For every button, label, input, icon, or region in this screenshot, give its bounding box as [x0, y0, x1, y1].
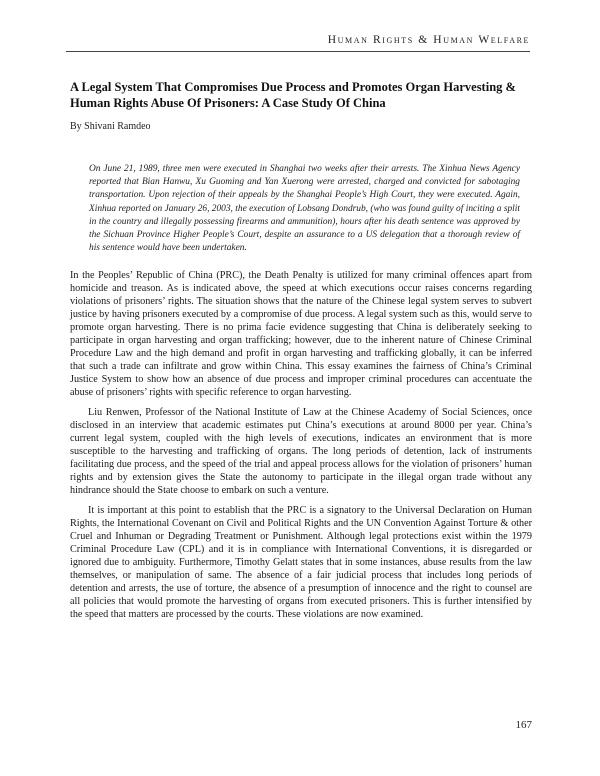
running-header-title: Human Rights & Human Welfare: [327, 34, 530, 46]
body-paragraph: In the Peoples’ Republic of China (PRC), the Death Penalty is utilized for many criminal offences apart from homicide and treason. As is indicated above, the speed at which executions occur raises concerns regarding violations of prisoners’ rights. The situation shows that the nature of the Chinese legal system serves to subvert justice by having prisoners executed by a compromise of due process. A legal system such as this, would serve to promote organ harvesting. There is no prima facie evidence suggesting that China is deliberately seeking to participate in organ harvesting and organ trafficking; however, due to the inherent nature of Chinese Criminal Procedure Law and the high demand and profit in organ harvesting and trafficking globally, it can be inferred that such a trade can infiltrate and grow within China. This essay examines the fairness of China’s Criminal Justice System to show how an absence of due process and improper criminal procedures can accentuate the abuse of prisoners’ rights with specific reference to organ harvesting.: [70, 270, 532, 398]
article-title: A Legal System That Compromises Due Process and Promotes Organ Harvesting & Human Rights Abuse Of Prisoners: A Case Study Of China: [70, 80, 516, 110]
article-body: [70, 269, 532, 628]
byline: By Shivani Ramdeo: [70, 121, 151, 132]
body-paragraph: It is important at this point to establish that the PRC is a signatory to the Universal Declaration on Human Rights, the International Covenant on Civil and Political Rights and the UN Convention Against Torture & other Cruel and Inhuman or Degrading Treatment or Punishment. Although legal protections exist within the 1979 Criminal Procedure Law (CPL) and it is in compliance with International Conventions, it is disregarded or ignored due to ambiguity. Furthermore, Timothy Gelatt states that in some instances, abuse results from the law themselves, or manipulation of same. The absence of a fair judicial process that includes long periods of detention and arrests, the use of torture, the absence of a presumption of innocence and the right to counsel are all policies that would promote the harvesting of organs from executed prisoners. This is further intensified by the speed that matters are processed by the courts. These violations are now examined.: [70, 505, 532, 620]
running-header: [66, 34, 530, 52]
body-paragraph: Liu Renwen, Professor of the National Institute of Law at the Chinese Academy of Social Sciences, once disclosed in an interview that academic estimates put China’s executions at around 8000 per year. China’s current legal system, coupled with the high levels of executions, indicates an environment that is more susceptible to the harvesting and trafficking of organs. The long periods of detention, lack of instruments facilitating due process, and the speed of the trial and appeal process allows for the violation of prisoners’ human rights and by extension gives the State the autonomy to participate in the illegal organ trade without any hindrance should the State choose to embark on such a venture.: [70, 407, 532, 496]
page-number: 167: [515, 719, 532, 731]
abstract: On June 21, 1989, three men were executed in Shanghai two weeks after their arrests. The Xinhua News Agency reported that Bian Hanwu, Xu Guoming and Yan Xuerong were arrested, charged and convicted for sabotaging transportation. Upon rejection of their appeals by the Shanghai People’s High Court, they were executed. Again, Xinhua reported on January 26, 2003, the execution of Lobsang Dondrub, (who was found guilty of inciting a split in the country and illegally possessing firearms and ammunition), hours after his death sentence was approved by the Sichuan Province Higher People’s Court, despite an assurance to a US delegation that a thorough review of his sentence would have been undertaken.: [89, 164, 520, 254]
